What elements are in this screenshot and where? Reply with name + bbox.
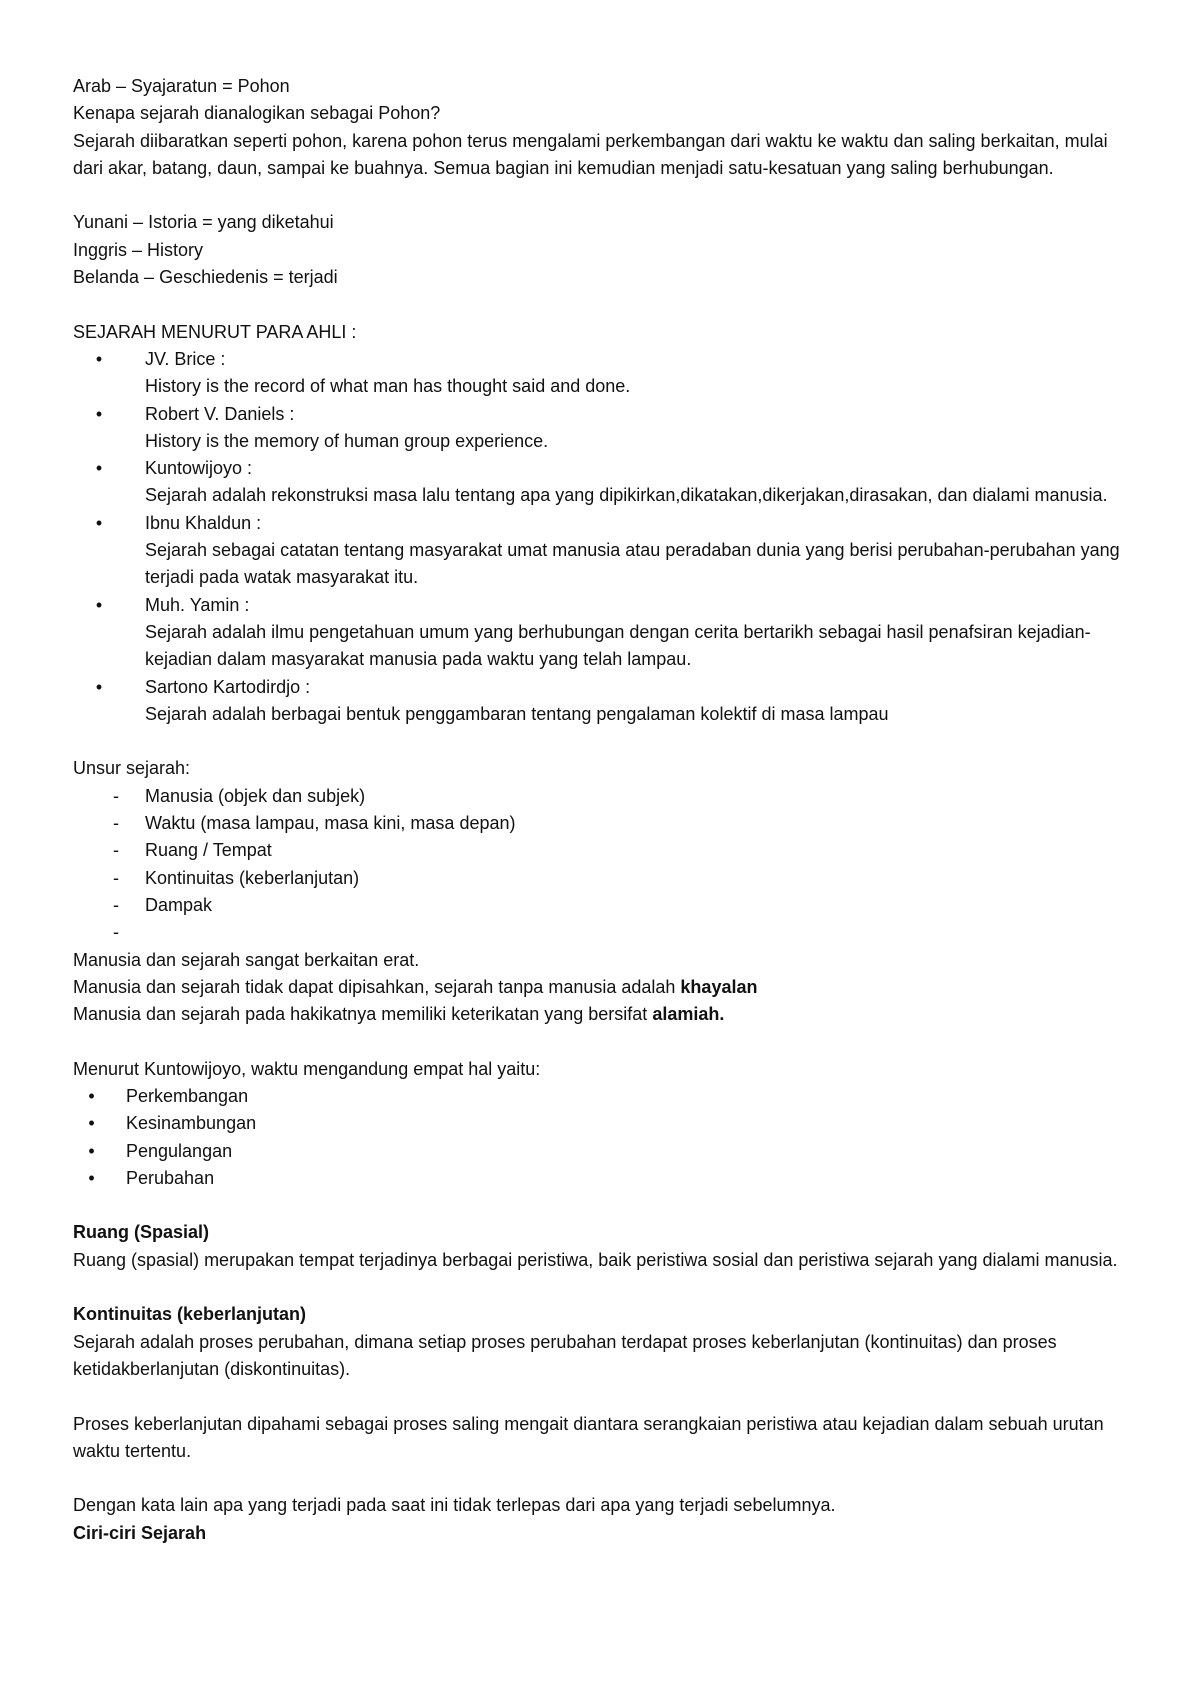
expert-item bbox=[73, 674, 1140, 729]
intro-answer: Sejarah diibaratkan seperti pohon, karena pohon terus mengalami perkembangan dari waktu ke waktu dan saling berkaitan, mulai dari akar, batang, daun, sampai ke buahnya. Semua bagian ini kemudian menjadi satu-kesatuan yang saling berhubungan. bbox=[73, 130, 1108, 178]
relation-line-3-bold: alamiah. bbox=[652, 1004, 725, 1025]
bullet-icon: • bbox=[88, 1085, 95, 1106]
dash-icon: - bbox=[113, 785, 119, 806]
dash-icon: - bbox=[113, 894, 119, 915]
intro-arab: Arab – Syajaratun = Pohon bbox=[73, 76, 290, 96]
expert-name: Robert V. Daniels : bbox=[145, 403, 295, 424]
waktu-item bbox=[73, 1083, 1140, 1110]
expert-name: Muh. Yamin : bbox=[145, 594, 250, 615]
dash-icon: - bbox=[113, 840, 119, 861]
bullet-icon: • bbox=[88, 1167, 95, 1188]
spacer bbox=[73, 1383, 1140, 1410]
expert-definition: Sejarah sebagai catatan tentang masyarakat umat manusia atau peradaban dunia yang berisi perubahan-perubahan yang terjadi pada watak masyarakat itu. bbox=[145, 540, 1120, 588]
unsur-item bbox=[73, 919, 1140, 946]
etymology-inggris: Inggris – History bbox=[73, 239, 204, 260]
unsur-label: Kontinuitas (keberlanjutan) bbox=[145, 867, 360, 888]
relation-line-2-text: Manusia dan sejarah tidak dapat dipisahkan, sejarah tanpa manusia adalah bbox=[73, 976, 681, 997]
dash-icon: - bbox=[113, 867, 119, 888]
unsur-list bbox=[73, 783, 1140, 947]
unsur-label-empty bbox=[145, 919, 1140, 946]
unsur-item bbox=[73, 783, 1140, 810]
unsur-item bbox=[73, 837, 1140, 864]
unsur-item bbox=[73, 810, 1140, 837]
expert-item bbox=[73, 346, 1140, 401]
unsur-label: Waktu (masa lampau, masa kini, masa depan) bbox=[145, 813, 516, 834]
ruang-text: Ruang (spasial) merupakan tempat terjadinya berbagai peristiwa, baik peristiwa sosial dan peristiwa sejarah yang dialami manusia. bbox=[73, 1249, 1118, 1270]
spacer bbox=[73, 1028, 1140, 1055]
spacer bbox=[73, 291, 1140, 318]
kontinuitas-text-1: Sejarah adalah proses perubahan, dimana setiap proses perubahan terdapat proses keberlanjutan (kontinuitas) dan proses ketidakberlanjutan (diskontinuitas). bbox=[73, 1331, 1057, 1379]
bullet-icon: • bbox=[88, 1113, 95, 1134]
spacer bbox=[73, 182, 1140, 209]
expert-definition: Sejarah adalah berbagai bentuk penggambaran tentang pengalaman kolektif di masa lampau bbox=[145, 703, 889, 724]
ruang-heading: Ruang (Spasial) bbox=[73, 1222, 210, 1243]
waktu-item bbox=[73, 1138, 1140, 1165]
unsur-item bbox=[73, 892, 1140, 919]
bullet-icon: • bbox=[95, 348, 103, 369]
spacer bbox=[73, 1465, 1140, 1492]
expert-name: JV. Brice : bbox=[145, 348, 226, 369]
waktu-list bbox=[73, 1083, 1140, 1192]
waktu-item bbox=[73, 1110, 1140, 1137]
bullet-icon: • bbox=[95, 458, 103, 479]
etymology-belanda: Belanda – Geschiedenis = terjadi bbox=[73, 267, 338, 288]
waktu-label: Perkembangan bbox=[126, 1085, 249, 1106]
etymology-yunani: Yunani – Istoria = yang diketahui bbox=[73, 212, 334, 233]
bullet-icon: • bbox=[88, 1140, 95, 1161]
spacer bbox=[73, 1274, 1140, 1301]
waktu-label: Pengulangan bbox=[126, 1140, 233, 1161]
expert-name: Sartono Kartodirdjo : bbox=[145, 676, 311, 697]
waktu-item bbox=[73, 1165, 1140, 1192]
expert-item bbox=[73, 592, 1140, 674]
waktu-label: Perubahan bbox=[126, 1167, 215, 1188]
relation-line-3-text: Manusia dan sejarah pada hakikatnya memiliki keterikatan yang bersifat bbox=[73, 1004, 653, 1025]
expert-definition: Sejarah adalah rekonstruksi masa lalu tentang apa yang dipikirkan,dikatakan,dikerjakan,dirasakan, dan dialami manusia. bbox=[145, 485, 1108, 506]
relation-line-3 bbox=[73, 1001, 1140, 1028]
dash-icon: - bbox=[113, 813, 119, 834]
kontinuitas-heading: Kontinuitas (keberlanjutan) bbox=[73, 1304, 307, 1325]
ciri-heading: Ciri-ciri Sejarah bbox=[73, 1522, 207, 1543]
experts-list bbox=[73, 346, 1140, 728]
waktu-heading: Menurut Kuntowijoyo, waktu mengandung empat hal yaitu: bbox=[73, 1058, 541, 1079]
bullet-icon: • bbox=[95, 403, 103, 424]
unsur-label: Ruang / Tempat bbox=[145, 840, 272, 861]
relation-line-2 bbox=[73, 974, 1140, 1001]
bullet-icon: • bbox=[95, 512, 103, 533]
expert-name: Kuntowijoyo : bbox=[145, 458, 253, 479]
dash-icon: - bbox=[113, 922, 119, 943]
kontinuitas-text-2: Proses keberlanjutan dipahami sebagai proses saling mengait diantara serangkaian peristiwa atau kejadian dalam sebuah urutan waktu tertentu. bbox=[73, 1413, 1104, 1461]
expert-definition: History is the memory of human group experience. bbox=[145, 430, 549, 451]
expert-definition: History is the record of what man has thought said and done. bbox=[145, 376, 631, 397]
unsur-label: Manusia (objek dan subjek) bbox=[145, 785, 366, 806]
relation-line-2-bold: khayalan bbox=[680, 976, 758, 997]
spacer bbox=[73, 728, 1140, 755]
expert-item bbox=[73, 401, 1140, 456]
waktu-label: Kesinambungan bbox=[126, 1113, 257, 1134]
expert-item bbox=[73, 455, 1140, 510]
expert-definition: Sejarah adalah ilmu pengetahuan umum yang berhubungan dengan cerita bertarikh sebagai hasil penafsiran kejadian-kejadian dalam masyarakat manusia pada waktu yang telah lampau. bbox=[145, 621, 1091, 670]
unsur-heading: Unsur sejarah: bbox=[73, 758, 191, 779]
bullet-icon: • bbox=[95, 676, 103, 697]
intro-question: Kenapa sejarah dianalogikan sebagai Pohon? bbox=[73, 103, 441, 124]
unsur-label: Dampak bbox=[145, 894, 213, 915]
bullet-icon: • bbox=[95, 594, 103, 615]
unsur-item bbox=[73, 865, 1140, 892]
spacer bbox=[73, 1192, 1140, 1219]
experts-heading: SEJARAH MENURUT PARA AHLI : bbox=[73, 321, 357, 342]
relation-line-1: Manusia dan sejarah sangat berkaitan erat. bbox=[73, 949, 420, 970]
kontinuitas-text-3: Dengan kata lain apa yang terjadi pada saat ini tidak terlepas dari apa yang terjadi sebelumnya. bbox=[73, 1495, 836, 1516]
expert-item bbox=[73, 510, 1140, 592]
expert-name: Ibnu Khaldun : bbox=[145, 512, 262, 533]
